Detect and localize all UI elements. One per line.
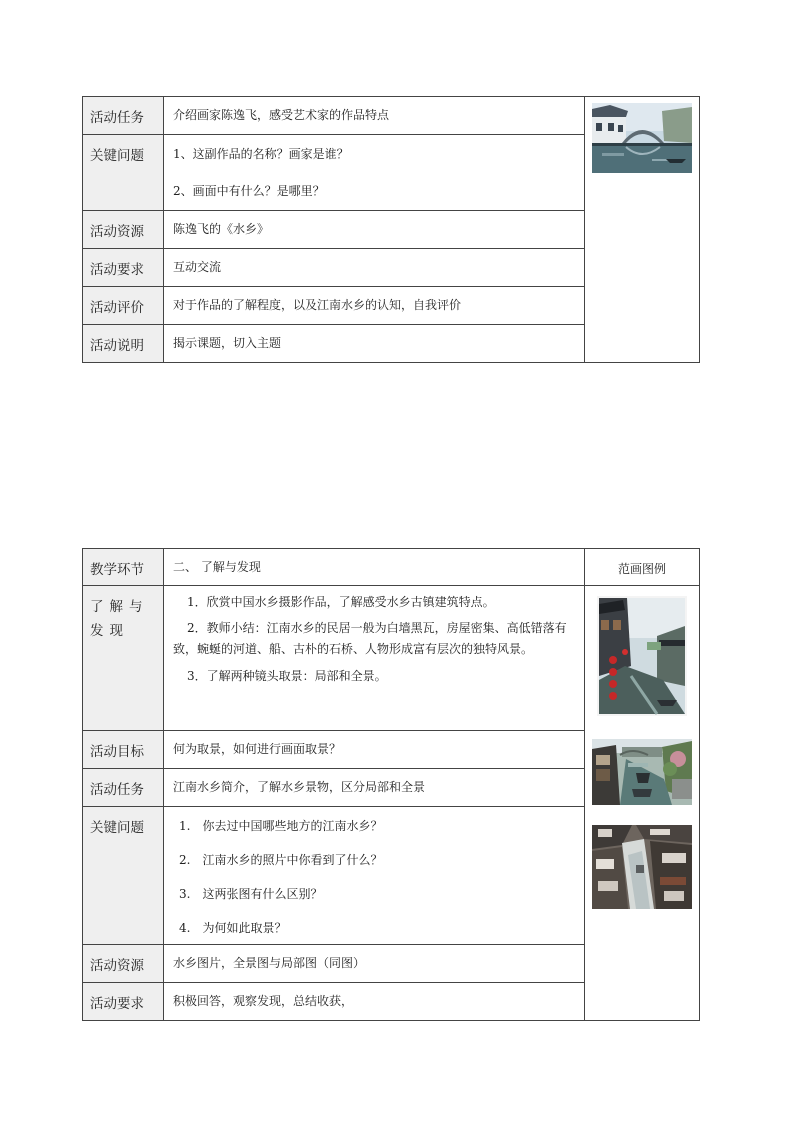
activity-table-2	[82, 548, 700, 1021]
row-content: 水乡图片，全景图与局部图（同图）	[164, 945, 585, 983]
row-label: 活动要求	[83, 983, 164, 1021]
row-label: 了解与发现	[83, 586, 164, 731]
question-line: 1、这副作品的名称？画家是谁？	[173, 147, 349, 161]
stage-title: 二、 了解与发现	[164, 549, 585, 586]
row-content: 何为取景，如何进行画面取景？	[164, 731, 585, 769]
question-line: 2. 江南水乡的照片中你看到了什么？	[179, 853, 383, 867]
row-content: 对于作品的了解程度，以及江南水乡的认知，自我评价	[164, 287, 585, 325]
row-content	[164, 135, 585, 211]
row-label: 关键问题	[83, 135, 164, 211]
canal-lanterns-photo	[597, 596, 699, 716]
row-content: 揭示课题，切入主题	[164, 325, 585, 363]
row-content: 互动交流	[164, 249, 585, 287]
image-cell	[585, 97, 700, 363]
row-label: 关键问题	[83, 807, 164, 945]
row-label: 活动目标	[83, 731, 164, 769]
row-content	[164, 807, 585, 945]
intro-line: 3．了解两种镜头取景：局部和全景。	[187, 669, 387, 683]
activity-table-1	[82, 96, 700, 363]
row-content: 介绍画家陈逸飞，感受艺术家的作品特点	[164, 97, 585, 135]
image-cell	[585, 586, 700, 1021]
row-label: 活动任务	[83, 769, 164, 807]
example-heading: 范画图例	[585, 549, 700, 586]
row-content: 陈逸飞的《水乡》	[164, 211, 585, 249]
row-label: 活动资源	[83, 211, 164, 249]
row-label: 活动要求	[83, 249, 164, 287]
row-content: 积极回答，观察发现，总结收获，	[164, 983, 585, 1021]
row-label: 活动任务	[83, 97, 164, 135]
intro-line: 2．教师小结：江南水乡的民居一般为白墙黑瓦，房屋密集、高低错落有致，蜿蜒的河道、船、古朴的石桥、人物形成富有层次的独特风景。	[173, 621, 567, 656]
question-line: 3. 这两张图有什么区别？	[179, 887, 323, 901]
row-content	[164, 586, 585, 731]
question-line: 4. 为何如此取景？	[179, 921, 287, 935]
row-label: 活动资源	[83, 945, 164, 983]
painting-shuixiang-image	[592, 103, 699, 173]
question-line: 2、画面中有什么？是哪里？	[173, 184, 325, 198]
intro-line: 1．欣赏中国水乡摄影作品，了解感受水乡古镇建筑特点。	[187, 595, 495, 609]
row-label: 教学环节	[83, 549, 164, 586]
row-label: 活动说明	[83, 325, 164, 363]
row-content: 江南水乡简介，了解水乡景物，区分局部和全景	[164, 769, 585, 807]
canal-boats-photo	[592, 739, 699, 805]
question-line: 1. 你去过中国哪些地方的江南水乡？	[179, 819, 383, 833]
row-label: 活动评价	[83, 287, 164, 325]
water-town-aerial-photo	[592, 825, 699, 909]
